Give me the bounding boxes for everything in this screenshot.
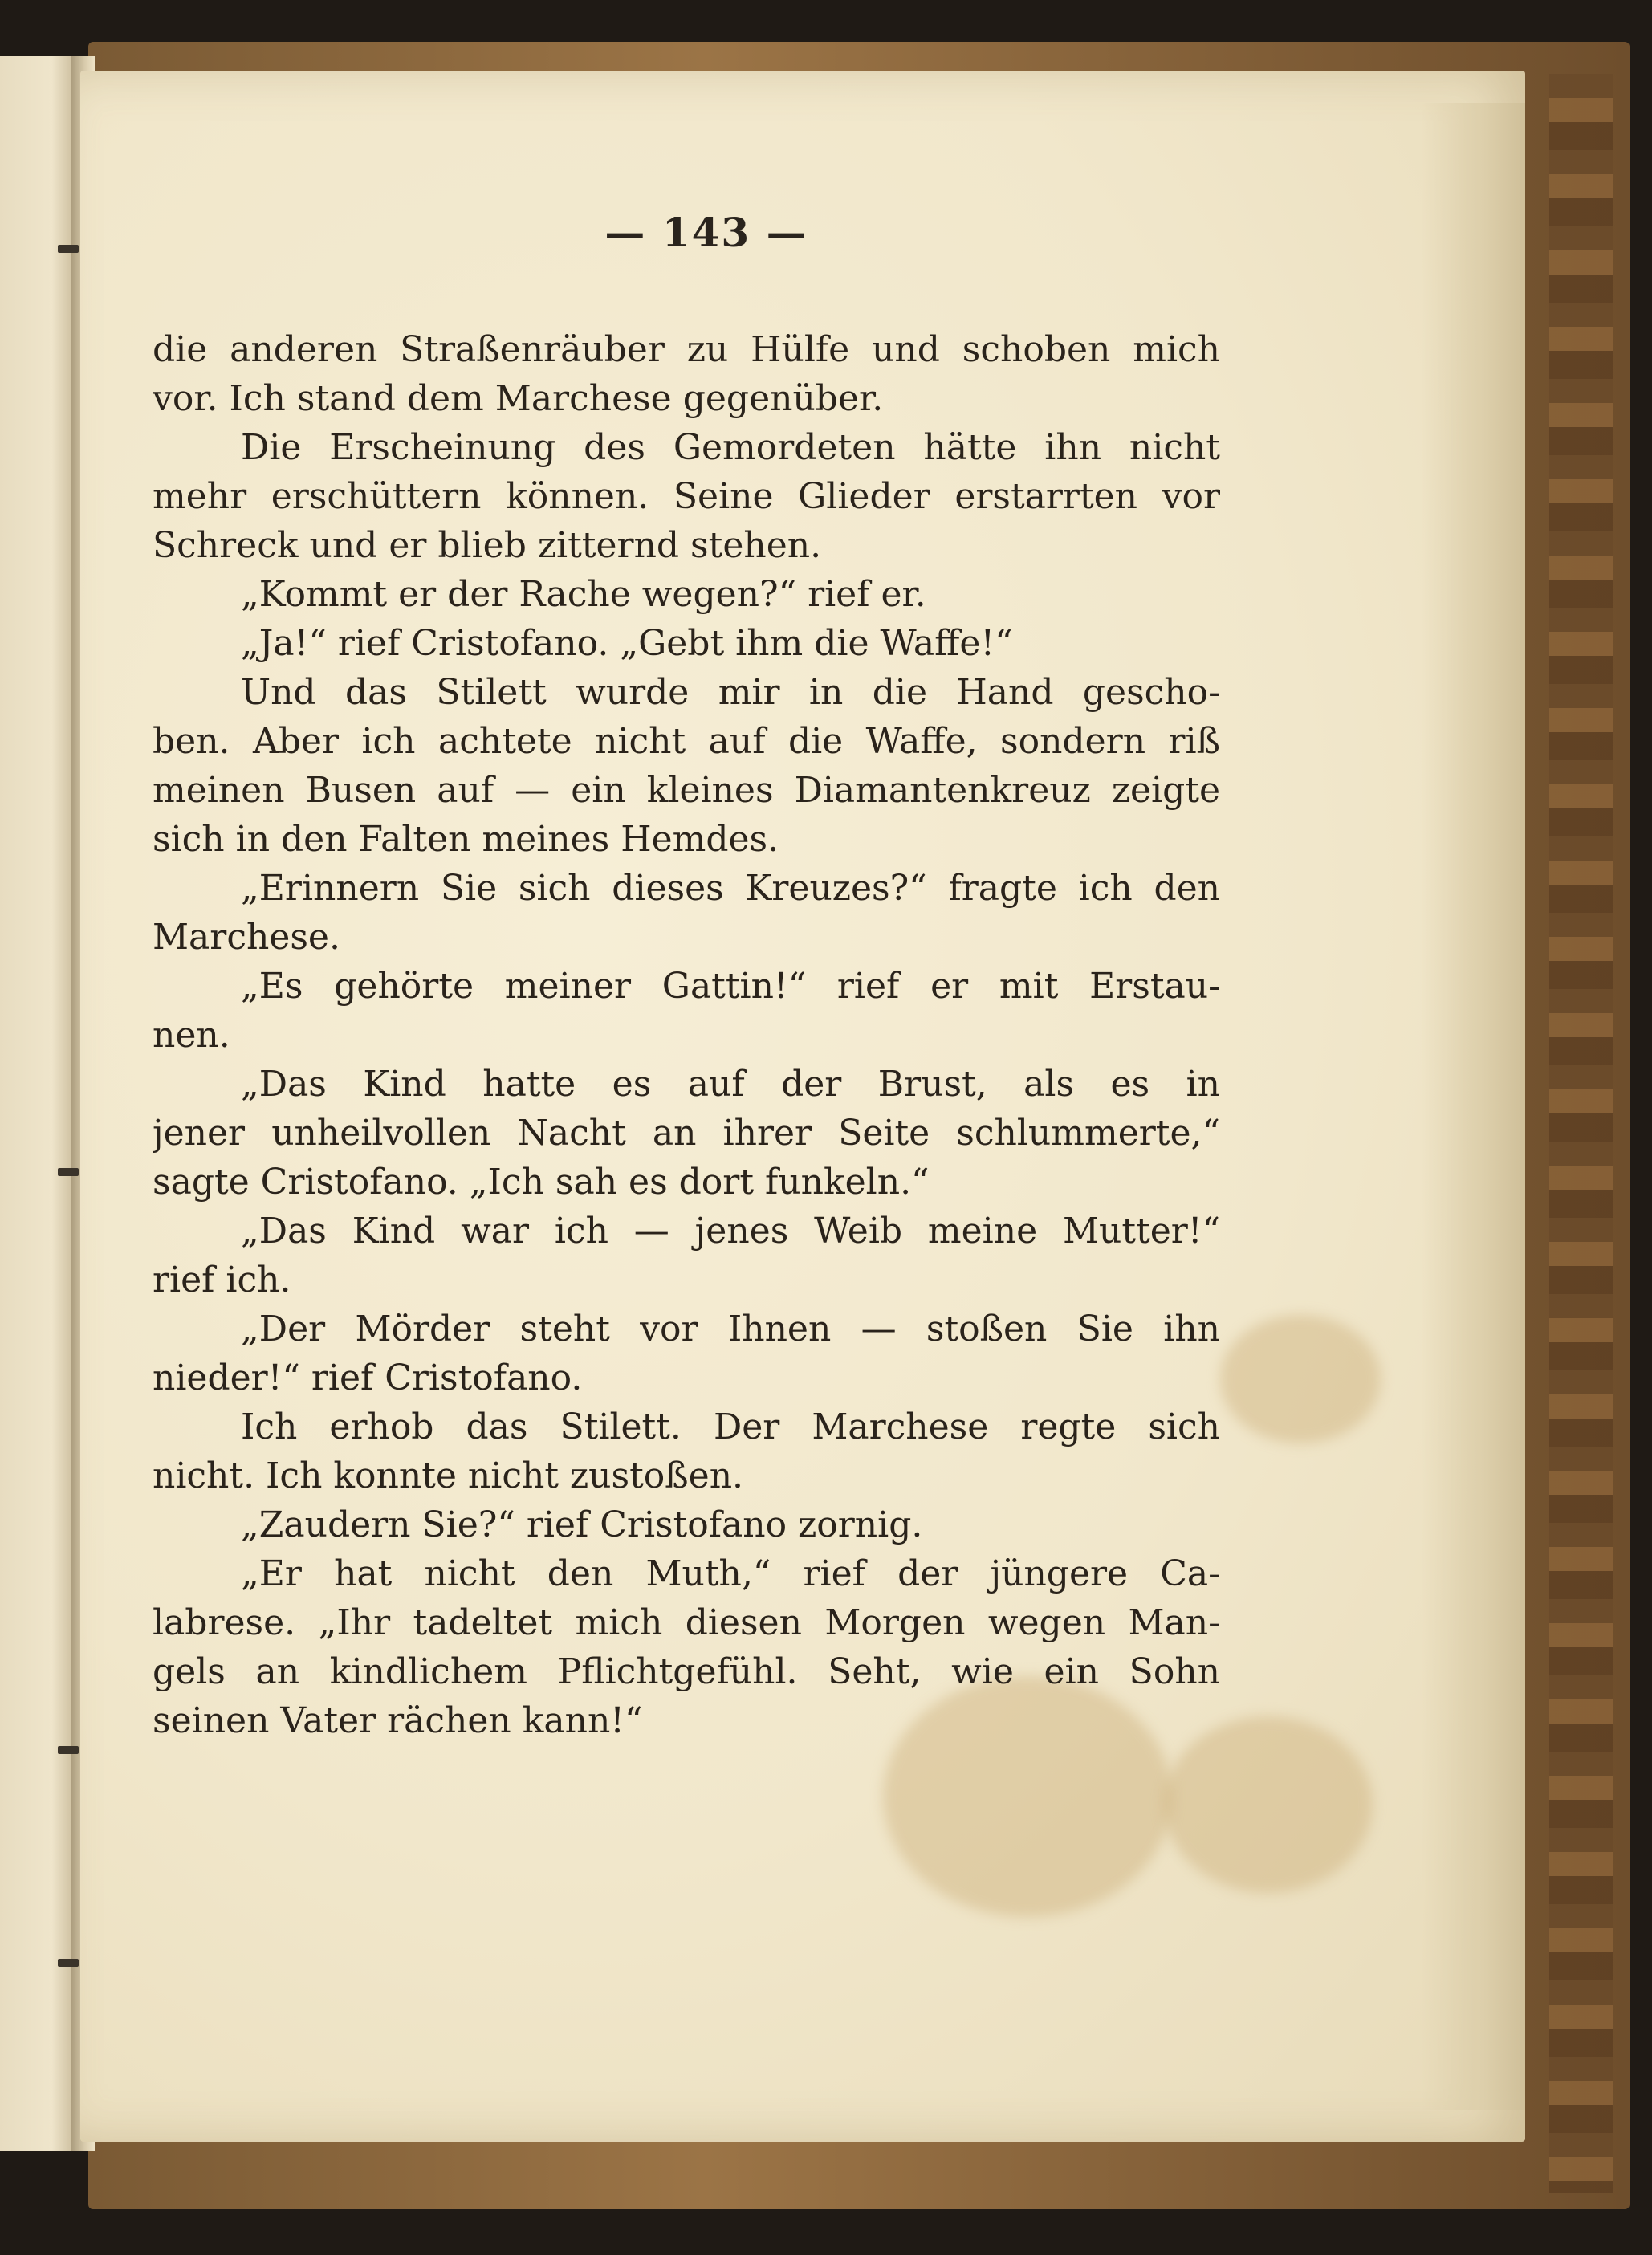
text-line: labrese. „Ihr tadeltet mich diesen Morgen wegen Man-	[153, 1602, 1220, 1643]
page-number: — 143 —	[604, 209, 808, 256]
paper-stain	[1220, 1315, 1381, 1443]
binding-stitch	[58, 245, 79, 253]
text-line: „Erinnern Sie sich dieses Kreuzes?“ fragte ich den	[241, 868, 1220, 909]
text-line: „Zaudern Sie?“ rief Cristofano zornig.	[241, 1504, 923, 1545]
text-line: „Kommt er der Rache wegen?“ rief er.	[241, 574, 926, 615]
text-line: Ich erhob das Stilett. Der Marchese regte sich	[241, 1406, 1220, 1447]
text-line: Marchese.	[153, 917, 340, 958]
text-line: gels an kindlichem Pflichtgefühl. Seht, wie ein Sohn	[153, 1651, 1220, 1692]
text-line: vor. Ich stand dem Marchese gegenüber.	[153, 378, 884, 419]
text-line: „Das Kind war ich — jenes Weib meine Mutter!“	[241, 1211, 1220, 1252]
text-line: „Es gehörte meiner Gattin!“ rief er mit Erstau-	[241, 966, 1220, 1007]
text-line: „Der Mörder steht vor Ihnen — stoßen Sie ihn	[241, 1309, 1220, 1349]
text-line: „Das Kind hatte es auf der Brust, als es in	[241, 1064, 1220, 1105]
binding-stitch	[58, 1168, 79, 1176]
text-line: Die Erscheinung des Gemordeten hätte ihn nicht	[241, 427, 1220, 468]
body-text	[153, 325, 1220, 1745]
text-line: Schreck und er blieb zitternd stehen.	[153, 525, 822, 566]
text-line: meinen Busen auf — ein kleines Diamantenkreuz zeigte	[153, 770, 1220, 811]
text-line: seinen Vater rächen kann!“	[153, 1700, 643, 1741]
text-line: rief ich.	[153, 1260, 291, 1300]
text-line: Und das Stilett wurde mir in die Hand gescho-	[241, 672, 1220, 713]
text-line: die anderen Straßenräuber zu Hülfe und schoben mich	[153, 329, 1220, 370]
page-fold-shadow	[1421, 103, 1525, 2110]
text-line: nicht. Ich konnte nicht zustoßen.	[153, 1455, 744, 1496]
text-line: jener unheilvollen Nacht an ihrer Seite schlummerte,“	[153, 1113, 1220, 1154]
text-line: „Ja!“ rief Cristofano. „Gebt ihm die Waffe!“	[241, 623, 1013, 664]
binding-stitch	[58, 1959, 79, 1967]
binding-stitch	[58, 1746, 79, 1754]
text-line: nen.	[153, 1015, 230, 1056]
text-line: nieder!“ rief Cristofano.	[153, 1357, 583, 1398]
text-line: mehr erschüttern können. Seine Glieder erstarrten vor	[153, 476, 1220, 517]
text-line: „Er hat nicht den Muth,“ rief der jüngere Ca-	[241, 1553, 1220, 1594]
left-page-edge	[0, 56, 74, 2151]
cover-edge	[1549, 74, 1613, 2193]
text-line: sich in den Falten meines Hemdes.	[153, 819, 779, 860]
text-line: ben. Aber ich achtete nicht auf die Waffe, sondern riß	[153, 721, 1220, 762]
text-line: sagte Cristofano. „Ich sah es dort funkeln.“	[153, 1162, 930, 1203]
